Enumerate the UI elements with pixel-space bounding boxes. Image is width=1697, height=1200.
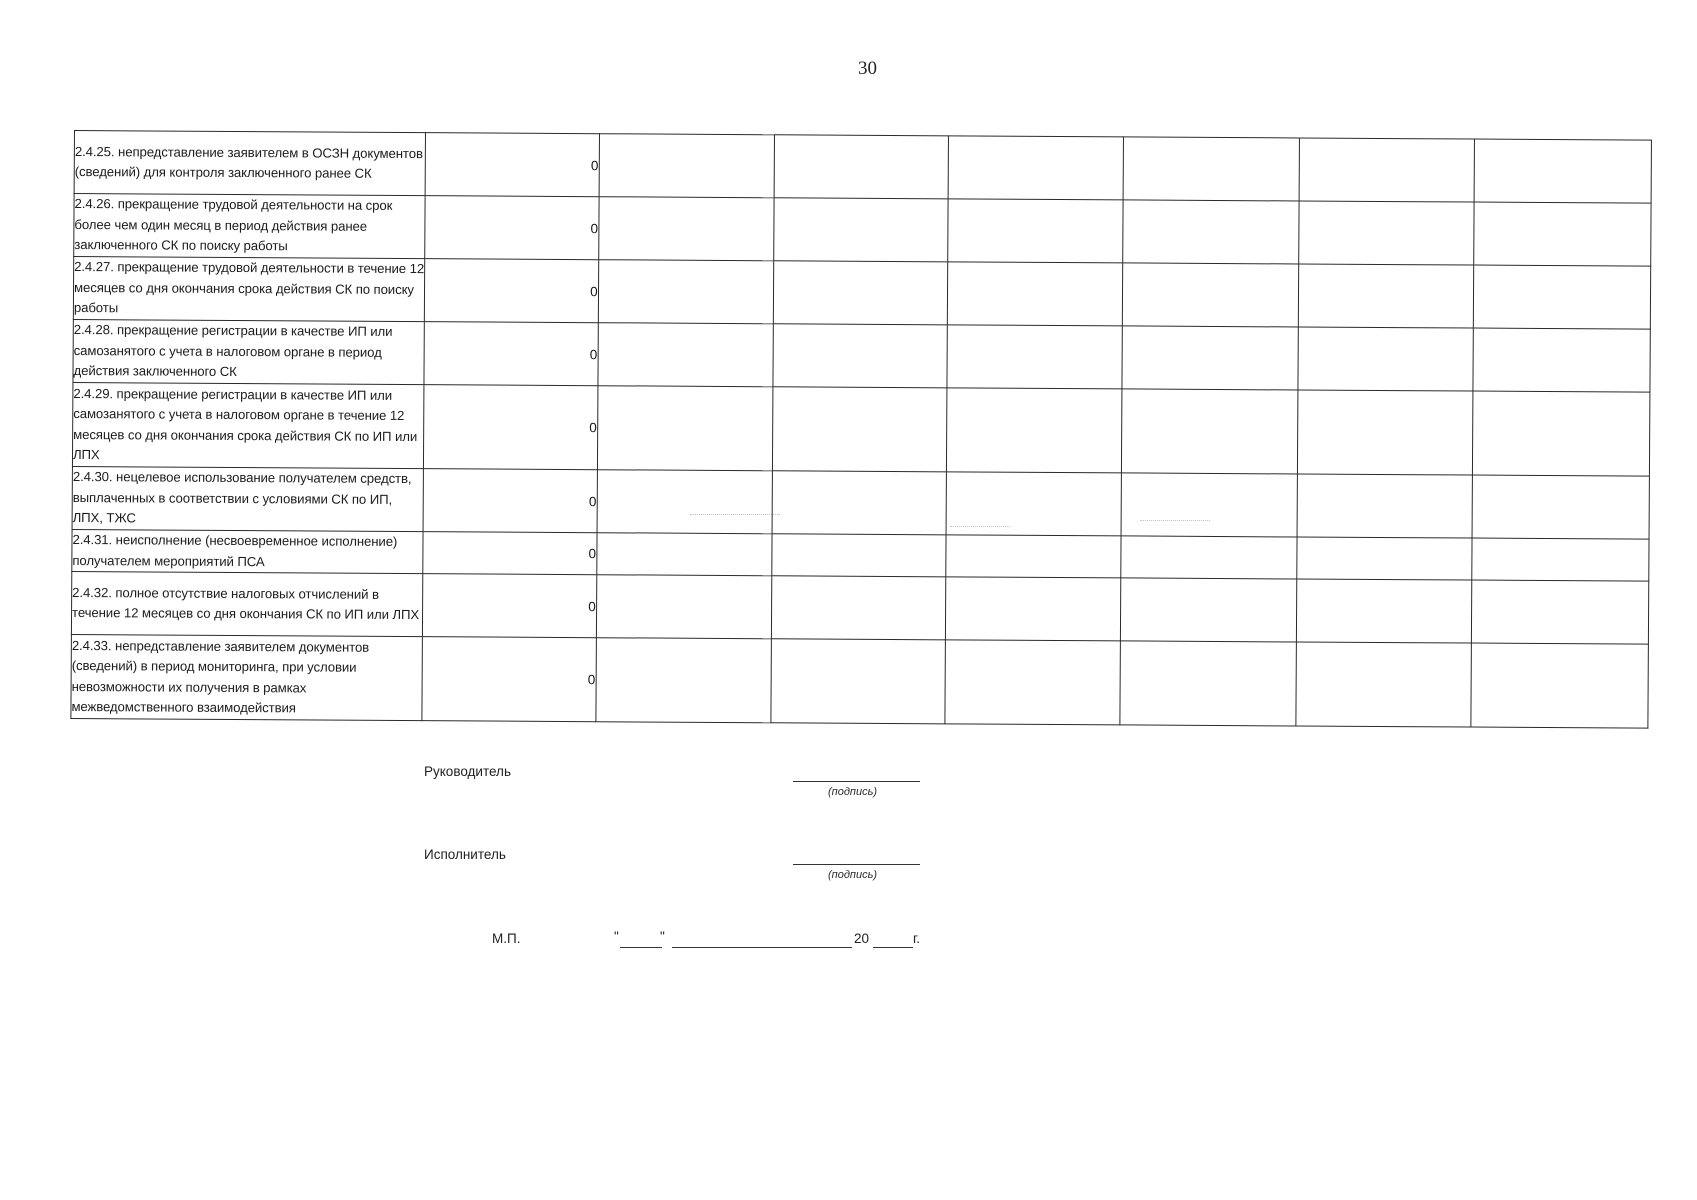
empty-cell <box>1472 580 1649 644</box>
row-label: 2.4.25. непредставление заявителем в ОСЗН документов (сведений) для контроля заключенного ранее СК <box>74 131 425 196</box>
row-label: 2.4.30. нецелевое использование получателем средств, выплаченных в соответствии с условиями СК по ИП, ЛПХ, ТЖС <box>72 466 423 531</box>
row-value: 0 <box>422 637 596 722</box>
date-year-suffix: г. <box>913 931 921 946</box>
empty-cell <box>1472 538 1649 581</box>
empty-cell <box>1296 642 1472 727</box>
date-day-line <box>620 947 662 948</box>
row-value: 0 <box>423 574 597 638</box>
row-label: 2.4.33. непредставление заявителем документов (сведений) в период мониторинга, при условии невозможности их получения в рамках межведомственного взаимодействия <box>71 634 423 720</box>
row-label: 2.4.28. прекращение регистрации в качестве ИП или самозанятого с учета в налоговом органе в период действия заключенного СК <box>73 319 424 384</box>
empty-cell <box>947 262 1123 326</box>
empty-cell <box>598 260 774 324</box>
empty-cell <box>1123 200 1299 264</box>
date-year-line <box>873 947 913 948</box>
row-label: 2.4.27. прекращение трудовой деятельности в течение 12 месяцев со дня окончания срока действия СК по поиску работы <box>73 257 424 322</box>
empty-cell <box>1298 327 1474 391</box>
empty-cell <box>1120 641 1296 726</box>
empty-cell <box>1297 537 1473 580</box>
row-value: 0 <box>424 259 598 323</box>
empty-cell <box>945 577 1121 641</box>
empty-cell <box>945 640 1121 725</box>
empty-cell <box>1472 475 1649 539</box>
table-row <box>74 194 1651 267</box>
empty-cell <box>596 575 772 639</box>
table-row <box>73 257 1650 330</box>
empty-cell <box>1474 265 1651 329</box>
empty-cell <box>772 534 946 577</box>
empty-cell <box>597 386 773 471</box>
empty-cell <box>1474 139 1651 203</box>
empty-cell <box>598 323 774 387</box>
table-row <box>72 382 1649 476</box>
empty-cell <box>772 471 946 535</box>
empty-cell <box>1297 390 1473 475</box>
row-value: 0 <box>425 133 599 197</box>
executor-signature-hint: (подпись) <box>828 869 878 881</box>
empty-cell <box>598 197 774 261</box>
empty-cell <box>947 199 1123 263</box>
date-quote-open: " <box>614 929 619 944</box>
empty-cell <box>1299 138 1475 202</box>
empty-cell <box>771 639 945 724</box>
empty-cell <box>1121 473 1297 537</box>
empty-cell <box>1297 474 1473 538</box>
empty-cell <box>1473 328 1650 392</box>
empty-cell <box>596 533 772 576</box>
empty-cell <box>1474 202 1651 266</box>
row-label: 2.4.32. полное отсутствие налоговых отчислений в течение 12 месяцев со дня окончания СК по ИП или ЛПХ <box>71 571 422 636</box>
head-signature-line <box>793 781 920 782</box>
empty-cell <box>1121 536 1297 579</box>
head-signature-hint: (подпись) <box>828 786 878 798</box>
stamp-label: М.П. <box>492 931 521 946</box>
empty-cell <box>599 134 775 198</box>
empty-cell <box>1123 263 1299 327</box>
row-value: 0 <box>424 385 598 470</box>
empty-cell <box>773 387 947 472</box>
empty-cell <box>946 535 1122 578</box>
date-quote-close: " <box>660 929 665 944</box>
empty-cell <box>1296 579 1472 643</box>
empty-cell <box>1298 264 1474 328</box>
empty-cell <box>946 388 1122 473</box>
executor-label: Исполнитель <box>424 847 506 862</box>
row-value: 0 <box>423 469 597 533</box>
page-number: 30 <box>858 58 877 79</box>
date-month-line <box>672 947 852 948</box>
empty-cell <box>774 198 948 262</box>
row-label: 2.4.26. прекращение трудовой деятельности на срок более чем один месяц в период действия ранее заключенного СК по поиску работы <box>74 194 425 259</box>
empty-cell <box>948 136 1124 200</box>
empty-cell <box>597 470 773 534</box>
table-row <box>74 131 1651 204</box>
date-year-prefix: 20 <box>854 931 870 946</box>
empty-cell <box>1471 643 1648 728</box>
head-label: Руководитель <box>424 764 511 779</box>
empty-cell <box>1123 137 1299 201</box>
report-table <box>70 130 1652 729</box>
row-value: 0 <box>424 322 598 386</box>
empty-cell <box>1122 389 1298 474</box>
empty-cell <box>1122 326 1298 390</box>
empty-cell <box>1473 391 1650 476</box>
scan-noise <box>950 526 1010 527</box>
empty-cell <box>1299 201 1475 265</box>
row-label: 2.4.29. прекращение регистрации в качестве ИП или самозанятого с учета в налоговом органе в течение 12 месяцев со дня окончания срока действия СК по ИП или ЛПХ <box>72 382 424 468</box>
empty-cell <box>773 324 947 388</box>
empty-cell <box>1121 578 1297 642</box>
empty-cell <box>774 135 948 199</box>
empty-cell <box>774 261 948 325</box>
scan-noise <box>690 514 780 515</box>
row-label: 2.4.31. неисполнение (несвоевременное исполнение) получателем мероприятий ПСА <box>72 529 423 573</box>
table-row <box>71 634 1648 728</box>
table-row <box>72 466 1649 539</box>
scan-noise <box>1140 520 1210 521</box>
table-row <box>73 319 1650 392</box>
empty-cell <box>947 325 1123 389</box>
table-row <box>71 571 1648 644</box>
empty-cell <box>596 638 772 723</box>
table-body <box>71 131 1652 729</box>
row-value: 0 <box>425 196 599 260</box>
executor-signature-line <box>793 864 920 865</box>
row-value: 0 <box>423 532 597 575</box>
empty-cell <box>772 576 946 640</box>
